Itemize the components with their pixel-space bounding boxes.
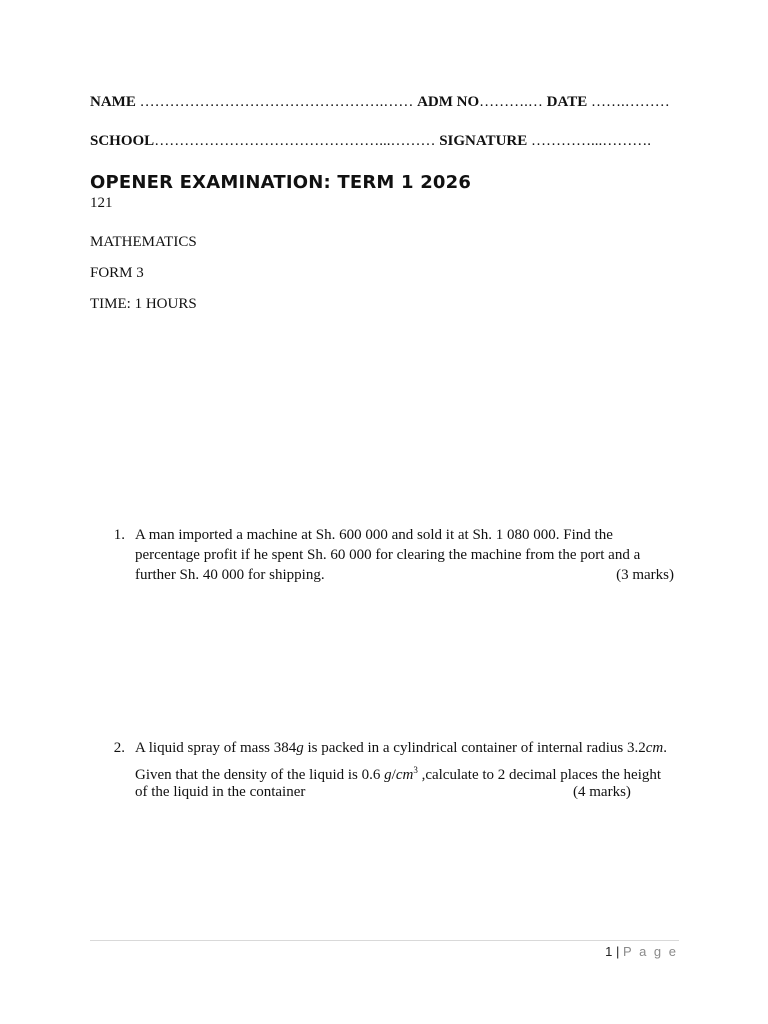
question-text-line: of the liquid in the container bbox=[135, 784, 306, 800]
page-footer bbox=[605, 944, 678, 959]
paper-code: 121 bbox=[90, 195, 113, 211]
school-label: SCHOOL bbox=[90, 133, 155, 149]
adm-label: ADM NO bbox=[417, 94, 480, 110]
question-marks: (4 marks) bbox=[573, 784, 631, 800]
text-run: is packed in a cylindrical container of internal radius 3.2 bbox=[303, 740, 646, 756]
page-number: 1 bbox=[605, 944, 613, 959]
text-run: ,calculate to 2 decimal places the height bbox=[417, 767, 662, 783]
name-label: NAME bbox=[90, 94, 136, 110]
question-text-line: percentage profit if he spent Sh. 60 000 for clearing the machine from the port and a bbox=[135, 547, 641, 563]
exam-time: TIME: 1 HOURS bbox=[90, 296, 197, 312]
form-level: FORM 3 bbox=[90, 265, 144, 281]
unit-cm: cm bbox=[645, 740, 664, 756]
date-label: DATE bbox=[546, 94, 588, 110]
density-value: 0.6 bbox=[361, 767, 381, 783]
page-label: P a g e bbox=[623, 944, 678, 959]
school-dots: ………………………………………...……… bbox=[154, 133, 436, 149]
signature-label: SIGNATURE bbox=[439, 133, 528, 149]
adm-dots: ……….… bbox=[479, 94, 543, 110]
density-expression bbox=[362, 767, 418, 783]
question-text-line: further Sh. 40 000 for shipping. bbox=[135, 567, 325, 583]
question-number: 2. bbox=[113, 740, 125, 756]
question-1 bbox=[90, 525, 680, 589]
question-marks: (3 marks) bbox=[616, 567, 674, 583]
footer-separator: | bbox=[616, 944, 620, 959]
question-text-line bbox=[135, 738, 667, 758]
unit-cm: cm bbox=[395, 767, 414, 783]
text-run: . bbox=[663, 740, 667, 756]
name-dots: ………………………………………….…… bbox=[139, 94, 414, 110]
footer-divider bbox=[90, 940, 679, 941]
question-text-line: A man imported a machine at Sh. 600 000 and sold it at Sh. 1 080 000. Find the bbox=[135, 527, 613, 543]
unit-grams: g bbox=[384, 767, 392, 783]
text-run: Given that the density of the liquid is bbox=[135, 767, 362, 783]
date-dots: …….……… bbox=[590, 94, 670, 110]
subject: MATHEMATICS bbox=[90, 234, 197, 250]
school-line bbox=[90, 133, 651, 150]
unit-grams: g bbox=[296, 740, 304, 756]
exam-title: OPENER EXAMINATION: TERM 1 2026 bbox=[90, 172, 472, 193]
question-number: 1. bbox=[113, 527, 125, 543]
signature-dots: …………...………. bbox=[531, 133, 652, 149]
slash: / bbox=[391, 767, 396, 783]
question-2 bbox=[90, 738, 680, 804]
exponent: 3 bbox=[413, 765, 418, 775]
text-run: A liquid spray of mass 384 bbox=[135, 740, 297, 756]
name-line bbox=[90, 94, 670, 111]
